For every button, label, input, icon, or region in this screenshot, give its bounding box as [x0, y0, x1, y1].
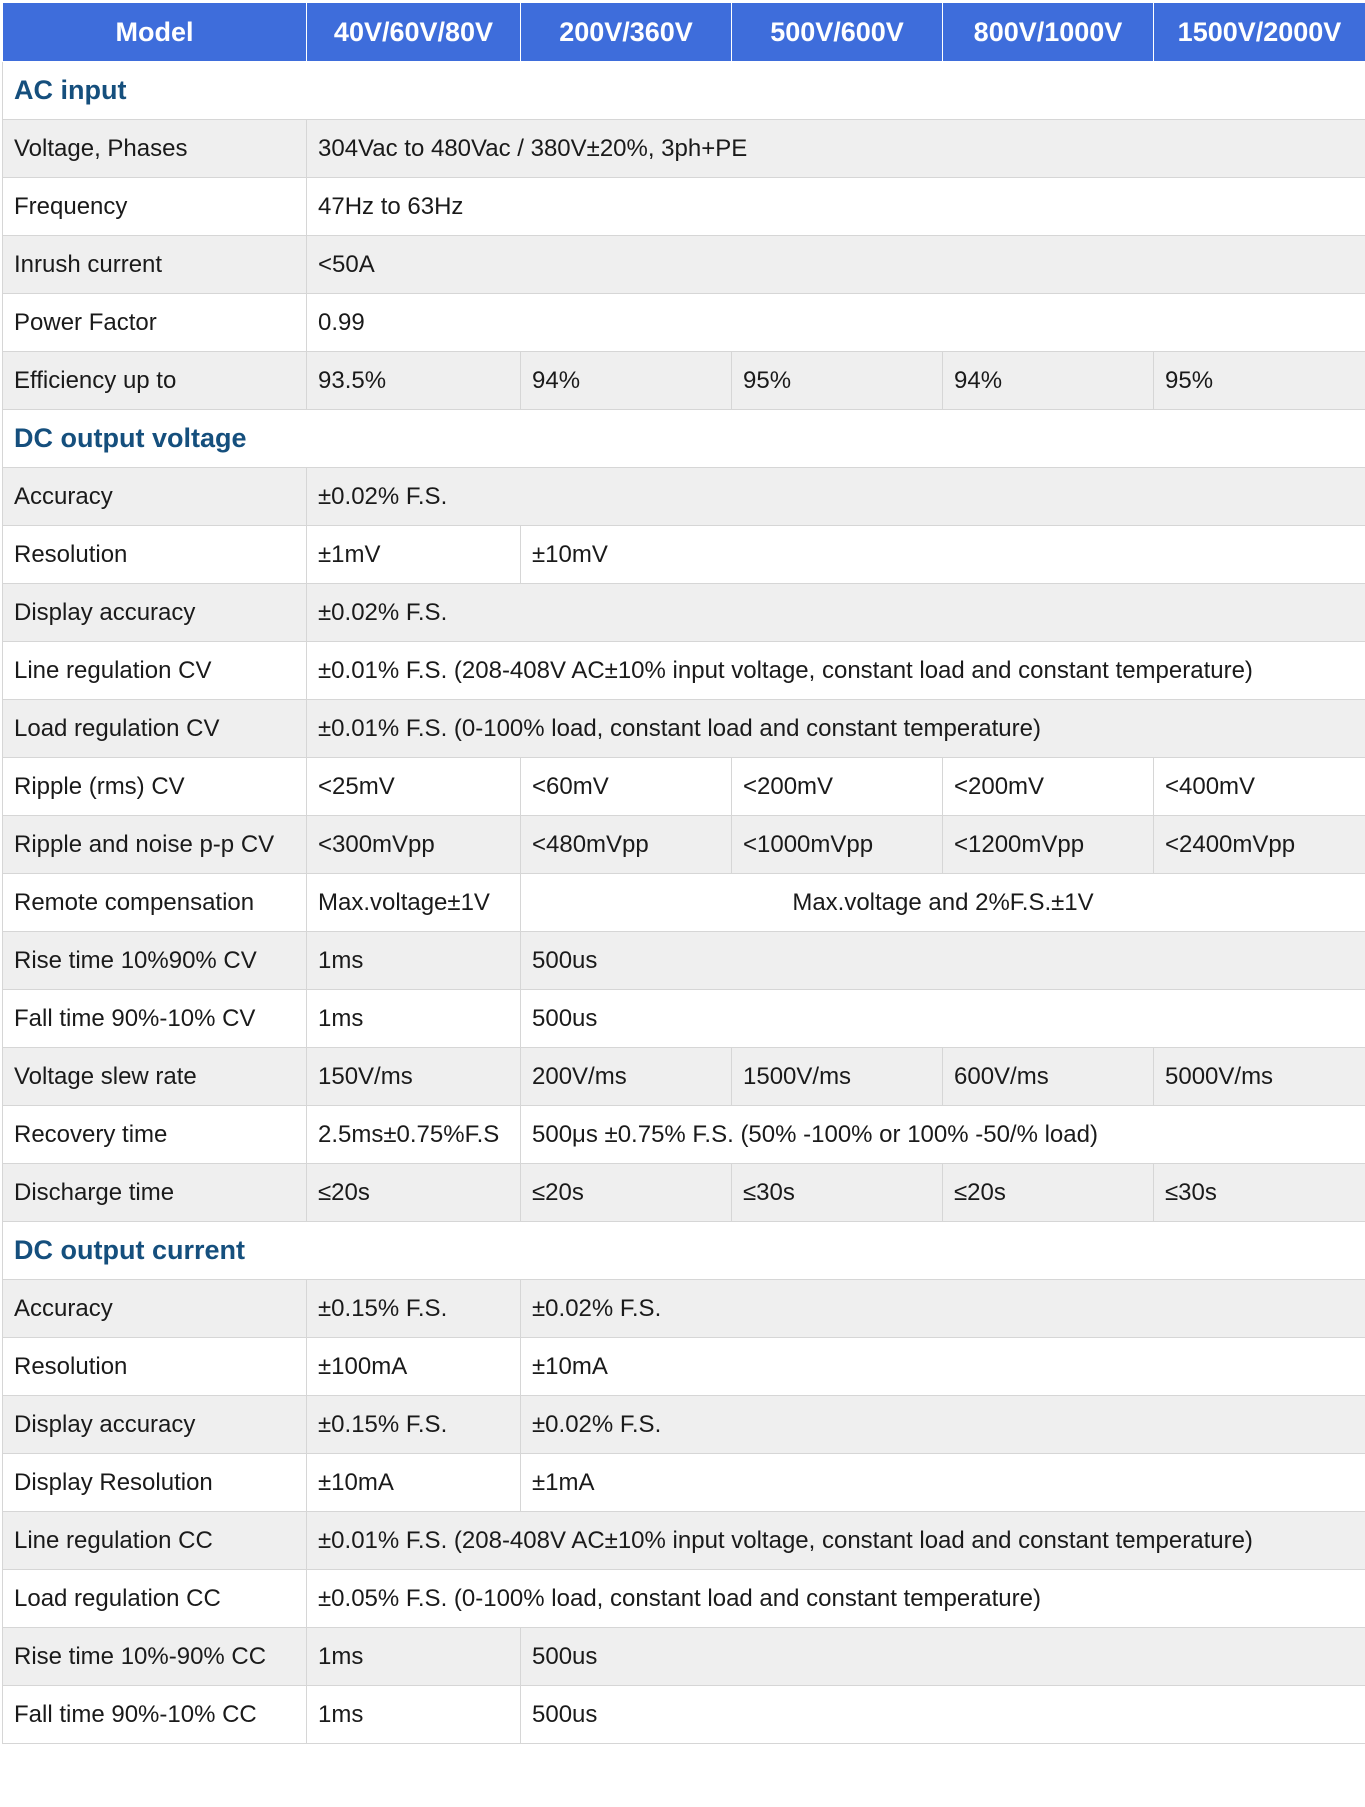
row-label: Rise time 10%-90% CC — [3, 1628, 307, 1686]
table-row — [3, 1686, 1365, 1744]
section-header — [3, 62, 1365, 120]
row-value: <25mV — [307, 758, 521, 816]
spec-table — [2, 2, 1365, 1744]
row-value: 500us — [521, 1686, 1365, 1744]
row-label: Discharge time — [3, 1164, 307, 1222]
row-value: 150V/ms — [307, 1048, 521, 1106]
table-row — [3, 816, 1365, 874]
table-row — [3, 236, 1365, 294]
row-value: 500us — [521, 932, 1365, 990]
row-label: Frequency — [3, 178, 307, 236]
row-value: 500us — [521, 1628, 1365, 1686]
row-label: Resolution — [3, 1338, 307, 1396]
row-label: Recovery time — [3, 1106, 307, 1164]
row-value: 500μs ±0.75% F.S. (50% -100% or 100% -50/% load) — [521, 1106, 1365, 1164]
row-value: ±10mV — [521, 526, 1365, 584]
table-row — [3, 584, 1365, 642]
row-value: ±0.01% F.S. (208-408V AC±10% input voltage, constant load and constant temperature) — [307, 1512, 1365, 1570]
table-row — [3, 1512, 1365, 1570]
row-value: ±0.15% F.S. — [307, 1280, 521, 1338]
section-title: DC output current — [3, 1222, 1365, 1280]
row-value: <300mVpp — [307, 816, 521, 874]
row-label: Efficiency up to — [3, 352, 307, 410]
spec-table-header — [3, 3, 1365, 62]
row-value: ≤20s — [307, 1164, 521, 1222]
row-value: Max.voltage and 2%F.S.±1V — [521, 874, 1365, 932]
row-value: ±0.05% F.S. (0-100% load, constant load and constant temperature) — [307, 1570, 1365, 1628]
row-value: 5000V/ms — [1154, 1048, 1365, 1106]
row-value: 1ms — [307, 932, 521, 990]
row-label: Fall time 90%-10% CV — [3, 990, 307, 1048]
table-row — [3, 1396, 1365, 1454]
section-header — [3, 410, 1365, 468]
row-value: Max.voltage±1V — [307, 874, 521, 932]
row-value: 94% — [521, 352, 732, 410]
row-label: Display Resolution — [3, 1454, 307, 1512]
row-value: <400mV — [1154, 758, 1365, 816]
row-value: ≤30s — [1154, 1164, 1365, 1222]
table-row — [3, 1280, 1365, 1338]
row-label: Power Factor — [3, 294, 307, 352]
row-value: 600V/ms — [943, 1048, 1154, 1106]
section-header — [3, 1222, 1365, 1280]
header-row — [3, 3, 1365, 62]
row-label: Fall time 90%-10% CC — [3, 1686, 307, 1744]
table-row — [3, 1628, 1365, 1686]
table-row — [3, 990, 1365, 1048]
table-row — [3, 120, 1365, 178]
row-value: ±0.15% F.S. — [307, 1396, 521, 1454]
table-row — [3, 1106, 1365, 1164]
header-col-5: 1500V/2000V — [1154, 3, 1365, 62]
row-value: ±1mV — [307, 526, 521, 584]
row-value: ±0.02% F.S. — [307, 468, 1365, 526]
table-row — [3, 642, 1365, 700]
table-row — [3, 468, 1365, 526]
header-model: Model — [3, 3, 307, 62]
section-title: AC input — [3, 62, 1365, 120]
table-row — [3, 1338, 1365, 1396]
section-title: DC output voltage — [3, 410, 1365, 468]
row-value: 304Vac to 480Vac / 380V±20%, 3ph+PE — [307, 120, 1365, 178]
table-row — [3, 352, 1365, 410]
row-label: Accuracy — [3, 468, 307, 526]
row-label: Voltage slew rate — [3, 1048, 307, 1106]
row-value: 95% — [1154, 352, 1365, 410]
row-value: ±0.02% F.S. — [521, 1396, 1365, 1454]
table-row — [3, 526, 1365, 584]
row-value: ±0.02% F.S. — [521, 1280, 1365, 1338]
row-value: 1ms — [307, 1686, 521, 1744]
row-value: ≤20s — [521, 1164, 732, 1222]
row-label: Line regulation CC — [3, 1512, 307, 1570]
row-label: Ripple (rms) CV — [3, 758, 307, 816]
header-col-1: 40V/60V/80V — [307, 3, 521, 62]
row-value: 0.99 — [307, 294, 1365, 352]
row-value: 1ms — [307, 1628, 521, 1686]
row-value: <60mV — [521, 758, 732, 816]
row-label: Resolution — [3, 526, 307, 584]
row-label: Accuracy — [3, 1280, 307, 1338]
row-value: ±0.02% F.S. — [307, 584, 1365, 642]
table-row — [3, 294, 1365, 352]
row-value: ±0.01% F.S. (0-100% load, constant load and constant temperature) — [307, 700, 1365, 758]
row-label: Line regulation CV — [3, 642, 307, 700]
row-value: <1200mVpp — [943, 816, 1154, 874]
row-label: Load regulation CV — [3, 700, 307, 758]
row-value: ±100mA — [307, 1338, 521, 1396]
table-row — [3, 700, 1365, 758]
spec-table-body — [3, 62, 1365, 1744]
row-value: 2.5ms±0.75%F.S — [307, 1106, 521, 1164]
row-label: Display accuracy — [3, 1396, 307, 1454]
header-col-4: 800V/1000V — [943, 3, 1154, 62]
table-row — [3, 874, 1365, 932]
table-row — [3, 1570, 1365, 1628]
row-value: ±10mA — [307, 1454, 521, 1512]
header-col-2: 200V/360V — [521, 3, 732, 62]
table-row — [3, 758, 1365, 816]
row-value: ≤20s — [943, 1164, 1154, 1222]
row-value: 95% — [732, 352, 943, 410]
row-value: 200V/ms — [521, 1048, 732, 1106]
row-label: Ripple and noise p-p CV — [3, 816, 307, 874]
table-row — [3, 178, 1365, 236]
row-value: 47Hz to 63Hz — [307, 178, 1365, 236]
row-value: <480mVpp — [521, 816, 732, 874]
table-row — [3, 932, 1365, 990]
table-row — [3, 1454, 1365, 1512]
row-label: Inrush current — [3, 236, 307, 294]
row-value: 94% — [943, 352, 1154, 410]
table-row — [3, 1048, 1365, 1106]
row-value: <1000mVpp — [732, 816, 943, 874]
row-label: Remote compensation — [3, 874, 307, 932]
row-label: Rise time 10%90% CV — [3, 932, 307, 990]
row-label: Load regulation CC — [3, 1570, 307, 1628]
row-value: ±0.01% F.S. (208-408V AC±10% input voltage, constant load and constant temperature) — [307, 642, 1365, 700]
row-value: <200mV — [943, 758, 1154, 816]
header-col-3: 500V/600V — [732, 3, 943, 62]
row-value: 500us — [521, 990, 1365, 1048]
row-value: <200mV — [732, 758, 943, 816]
row-value: 1ms — [307, 990, 521, 1048]
table-row — [3, 1164, 1365, 1222]
row-label: Display accuracy — [3, 584, 307, 642]
row-value: <2400mVpp — [1154, 816, 1365, 874]
row-value: ≤30s — [732, 1164, 943, 1222]
row-value: 1500V/ms — [732, 1048, 943, 1106]
row-value: ±1mA — [521, 1454, 1365, 1512]
row-value: <50A — [307, 236, 1365, 294]
row-label: Voltage, Phases — [3, 120, 307, 178]
row-value: ±10mA — [521, 1338, 1365, 1396]
row-value: 93.5% — [307, 352, 521, 410]
